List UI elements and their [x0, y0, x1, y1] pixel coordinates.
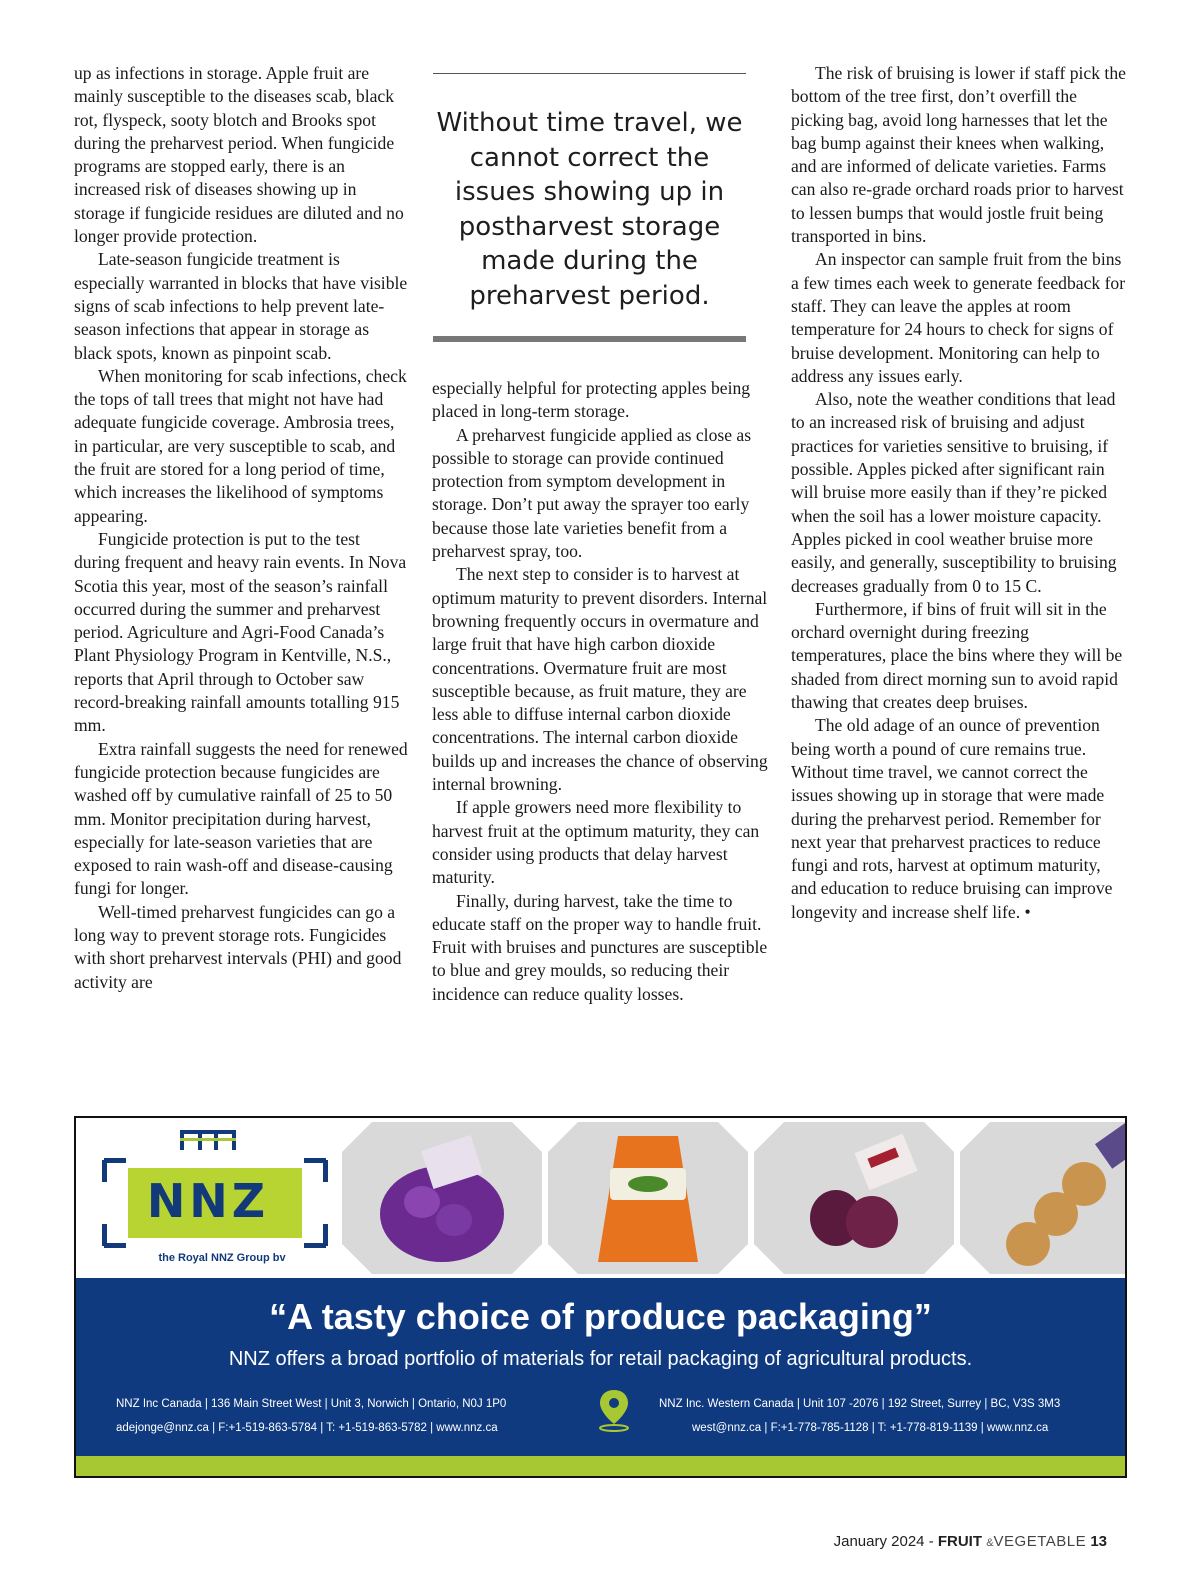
ad-headline: “A tasty choice of produce packaging”: [269, 1296, 932, 1337]
east-address: NNZ Inc Canada | 136 Main Street West | Unit 3, Norwich | Ontario, N0J 1P0: [116, 1398, 507, 1410]
page-number: 13: [1090, 1533, 1107, 1550]
west-address: NNZ Inc. Western Canada | Unit 107 -2076 | 192 Street, Surrey | BC, V3S 3M3: [659, 1398, 1061, 1410]
paragraph: The next step to consider is to harvest at optimum maturity to prevent disorders. Internal browning frequently occurs in overmature and large fruit that have high carbon dioxide concentrations. Overmature fruit are most susceptible because, as fruit mature, they are less able to diffuse internal carbon dioxide concentrations. The internal carbon dioxide builds up and increases the chance of observing internal browning.: [432, 564, 768, 795]
paragraph: A preharvest fungicide applied as close as possible to storage can provide continued protection from symptom development in storage. Don’t put away the sprayer too early because those late varieties benefit from a preharvest spray, too.: [432, 424, 752, 562]
paragraph: Extra rainfall suggests the need for renewed fungicide protection because fungicides are washed off by cumulative rainfall of 25 to 50 mm. Monitor precipitation during harvest, especially for late-season varieties that are exposed to rain wash-off and disease-causing fungi for longer.: [74, 738, 408, 899]
pullquote-top-rule: [433, 73, 746, 74]
location-pin-icon: [596, 1388, 632, 1432]
magazine-name-amp: &: [986, 1537, 994, 1549]
red-onion-bag-image: [754, 1122, 954, 1274]
paragraph: especially helpful for protecting apples being placed in long-term storage.: [432, 378, 751, 422]
nnz-logo: [98, 1126, 338, 1276]
article-column-2: [432, 377, 768, 1006]
paragraph: The risk of bruising is lower if staff pick the bottom of the tree first, don’t overfill the picking bag, avoid long harnesses that let the bag bump against their knees when walking, and are informed of delicate varieties. Farms can also re-grade orchard roads prior to harvest to lessen bumps that would jostle fruit being transported in bins.: [791, 63, 1126, 247]
orange-onion-bag-image: [548, 1122, 748, 1274]
paragraph: When monitoring for scab infections, check the tops of tall trees that might not have had adequate fungicide coverage. Ambrosia trees, in particular, are very susceptible to scab, and the fruit are stored for a long period of time, which increases the likelihood of symptoms appearing.: [74, 365, 407, 526]
magazine-name-fruit: FRUIT: [937, 1533, 983, 1550]
ad-info-band: [76, 1278, 1125, 1456]
ad-subline: NNZ offers a broad portfolio of materials for retail packaging of agricultural products.: [228, 1348, 973, 1370]
logo-wordmark: NNZ: [128, 1169, 288, 1233]
east-contact[interactable]: adejonge@nnz.ca | F:+1-519-863-5784 | T: +1-519-863-5782 | www.nnz.ca: [116, 1422, 498, 1434]
paragraph: Finally, during harvest, take the time to educate staff on the proper way to handle fruit. Fruit with bruises and punctures are susceptible to blue and grey moulds, so reducing their incidence can reduce quality losses.: [432, 890, 768, 1004]
paragraph: Late-season fungicide treatment is especially warranted in blocks that have visible signs of scab infections to help prevent late-season infections that appear in storage as black spots, known as pinpoint scab.: [74, 249, 408, 363]
paragraph: The old adage of an ounce of prevention being worth a pound of cure remains true. Without time travel, we cannot correct the issues showing up in storage that were made during the preharvest period. Remember for next year that preharvest practices to reduce fungi and rots, harvest at optimum maturity, and education to reduce bruising can improve longevity and increase shelf life. •: [791, 715, 1113, 922]
article-column-1: [74, 62, 408, 994]
paragraph: An inspector can sample fruit from the bins a few times each week to generate feedback for staff. They can leave the apples at room temperature for 24 hours to check for signs of bruise development. Monitoring can help to address any issues early.: [791, 249, 1126, 386]
purple-onion-bag-image: [342, 1122, 542, 1274]
ad-green-stripe: [76, 1456, 1125, 1476]
paragraph: Fungicide protection is put to the test during frequent and heavy rain events. In Nova Scotia this year, most of the season’s rainfall occurred during the summer and preharvest period. Agriculture and Agri-Food Canada’s Plant Physiology Program in Kentville, N.S., reports that April through to October saw record-breaking rainfall amounts totalling 915 mm.: [74, 528, 407, 736]
paragraph: up as infections in storage. Apple fruit are mainly susceptible to the diseases scab, black rot, flyspeck, sooty blotch and Brooks spot during the preharvest period. When fungicide programs are stopped early, there is an increased risk of diseases showing up in storage if fungicide residues are diluted and no longer provide protection.: [74, 63, 404, 247]
paragraph: If apple growers need more flexibility to harvest fruit at the optimum maturity, they can consider using products that delay harvest maturity.: [432, 797, 760, 888]
page-footer: [834, 1533, 1107, 1550]
yellow-onion-tray-image: [960, 1122, 1127, 1274]
pullquote-bottom-rule: [433, 336, 746, 342]
crown-icon: [178, 1128, 238, 1152]
logo-tagline: the Royal NNZ Group bv: [158, 1252, 286, 1264]
paragraph: Well-timed preharvest fungicides can go a long way to prevent storage rots. Fungicides with short preharvest intervals (PHI) and good activity are: [74, 901, 402, 992]
paragraph: Also, note the weather conditions that lead to an increased risk of bruising and adjust practices for varieties sensitive to bruising, if possible. Apples picked after significant rain will bruise more easily than if they’re picked when the soil has a lower moisture capacity. Apples picked in cool weather bruise more easily, and generally, susceptibility to bruising decreases gradually from 0 to 15 C.: [791, 389, 1117, 596]
paragraph: Furthermore, if bins of fruit will sit in the orchard overnight during freezing temperatures, place the bins where they will be shaded from direct morning sun to avoid rapid thawing that creates deep bruises.: [791, 598, 1123, 713]
west-contact[interactable]: west@nnz.ca | F:+1-778-785-1128 | T: +1-778-819-1139 | www.nnz.ca: [692, 1422, 1049, 1434]
pullquote: Without time travel, we cannot correct the issues showing up in postharvest storage made during the preharvest period.: [436, 108, 743, 311]
issue-date: January 2024 -: [833, 1533, 938, 1550]
ad-image-strip: [76, 1118, 1125, 1278]
nnz-advertisement[interactable]: [74, 1116, 1127, 1478]
article-column-3: [791, 62, 1127, 924]
magazine-name-vegetable: VEGETABLE: [993, 1533, 1087, 1550]
